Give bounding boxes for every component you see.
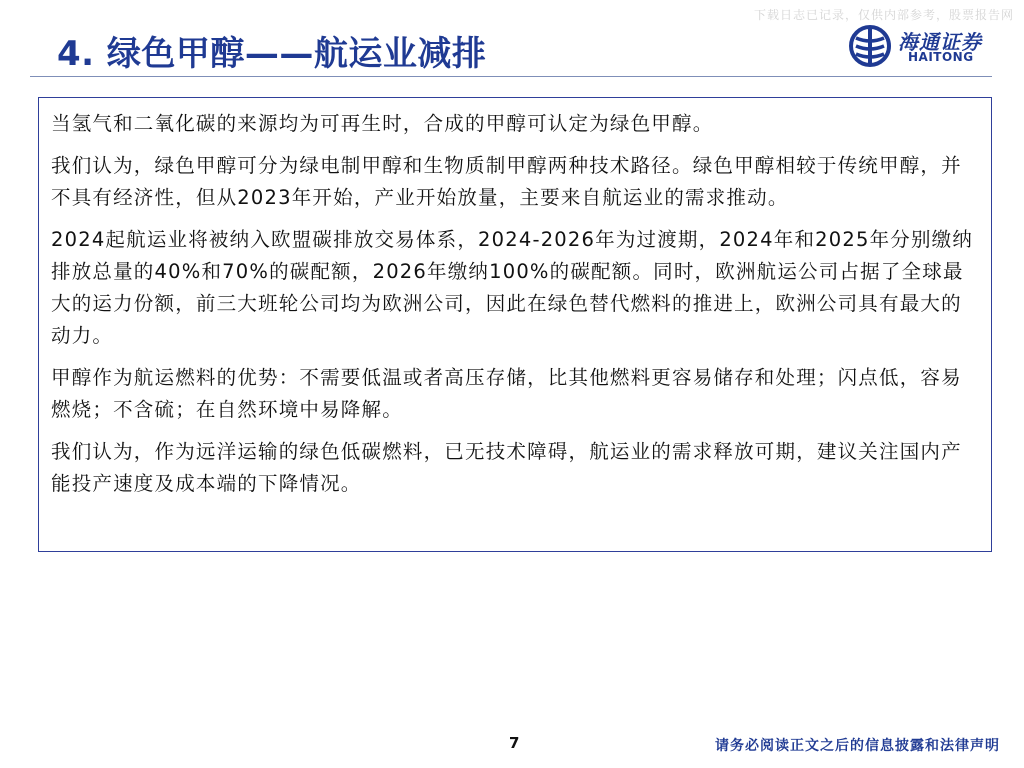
page-number: 7	[509, 734, 520, 752]
logo-chinese-name: 海通证券	[898, 30, 982, 54]
legal-disclaimer: 请务必阅读正文之后的信息披露和法律声明	[715, 738, 1000, 754]
paragraph-advantages: 甲醇作为航运燃料的优势：不需要低温或者高压存储，比其他燃料更容易储存和处理；闪点低，容易燃烧；不含硫；在自然环境中易降解。	[51, 366, 962, 421]
header-divider	[30, 76, 992, 77]
haitong-emblem-icon	[848, 24, 892, 68]
paragraph-conclusion: 我们认为，作为远洋运输的绿色低碳燃料，已无技术障碍，航运业的需求释放可期，建议关注国内产能投产速度及成本端的下降情况。	[51, 440, 962, 495]
watermark-text: 下载日志已记录，仅供内部参考，股票报告网	[753, 8, 1014, 22]
haitong-logo	[848, 24, 988, 68]
paragraph-technology-paths: 我们认为，绿色甲醇可分为绿电制甲醇和生物质制甲醇两种技术路径。绿色甲醇相较于传统甲醇，并不具有经济性，但从2023年开始，产业开始放量，主要来自航运业的需求推动。	[51, 154, 962, 209]
logo-english-name: HAITONG	[908, 50, 974, 64]
paragraph-definition: 当氢气和二氧化碳的来源均为可再生时，合成的甲醇可认定为绿色甲醇。	[51, 112, 714, 135]
content-box	[38, 97, 992, 552]
page-title: 4. 绿色甲醇——航运业减排	[57, 34, 487, 74]
paragraph-eu-ets: 2024起航运业将被纳入欧盟碳排放交易体系，2024-2026年为过渡期，2024年和2025年分别缴纳排放总量的40%和70%的碳配额，2026年缴纳100%的碳配额。同时，欧洲航运公司占据了全球最大的运力份额，前三大班轮公司均为欧洲公司，因此在绿色替代燃料的推进上，欧洲公司具有最大的动力。	[51, 228, 974, 347]
